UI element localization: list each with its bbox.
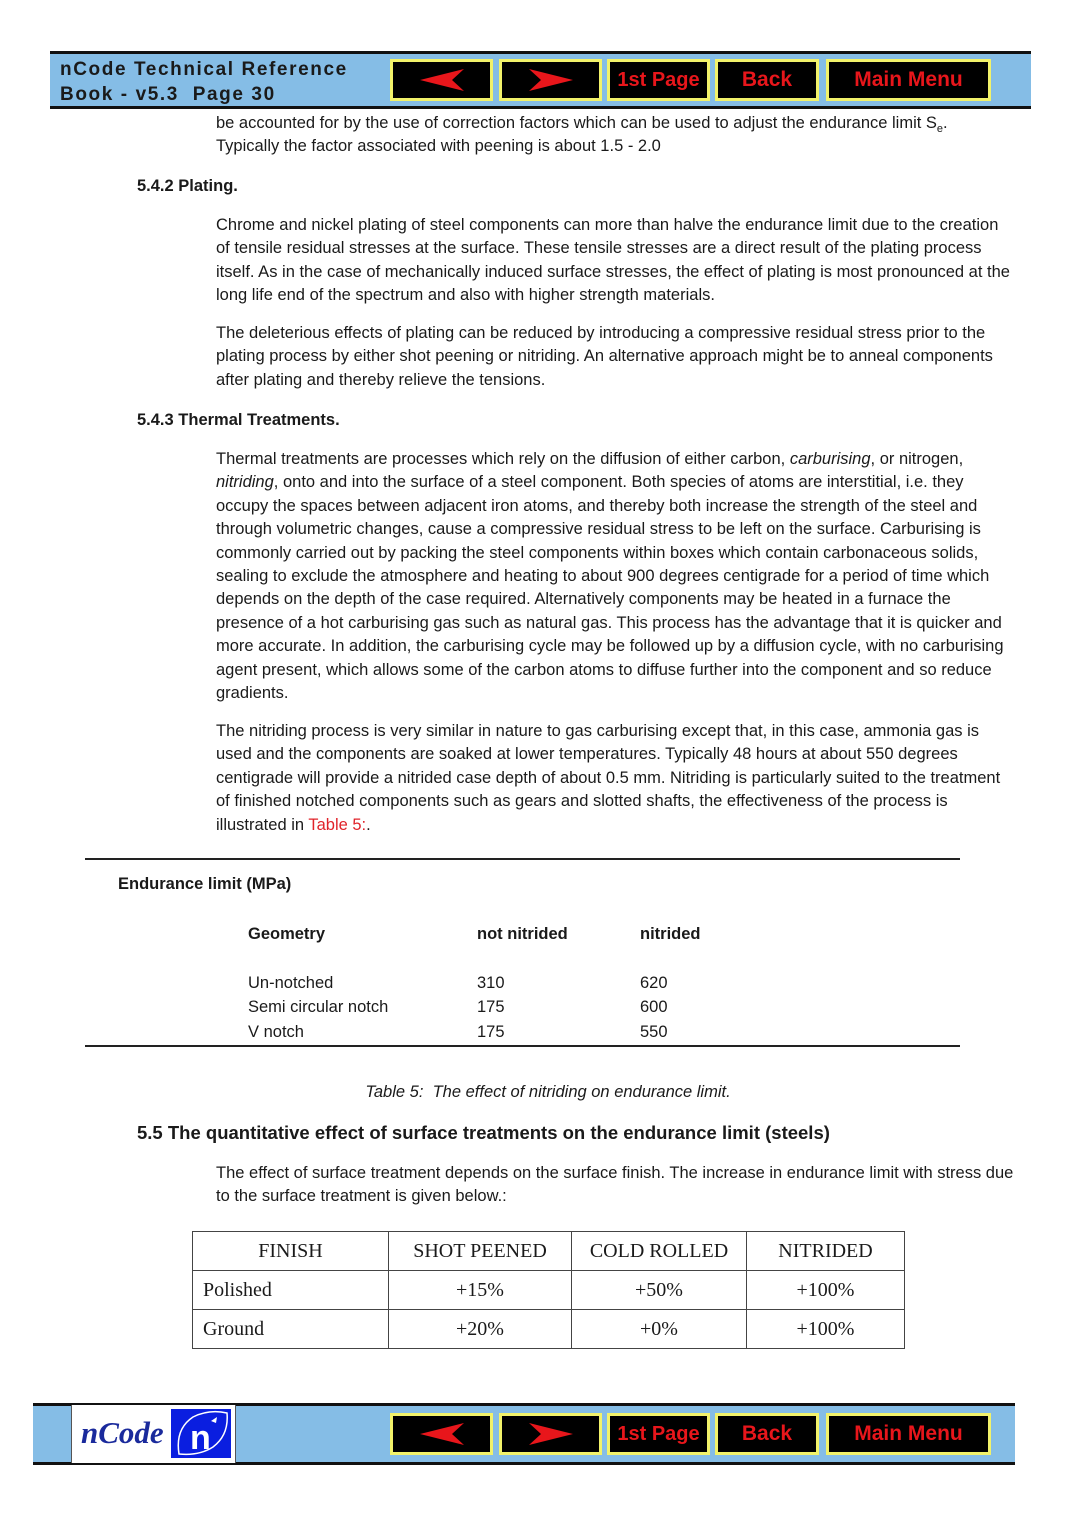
leaf-n-icon	[171, 1409, 231, 1458]
term-carburising: carburising	[789, 450, 871, 468]
footer-main-menu-button[interactable]: Main Menu	[826, 1413, 991, 1455]
table-cell: +20%	[389, 1310, 572, 1349]
svg-text:n: n	[190, 1419, 211, 1457]
thermal-paragraph-1	[216, 448, 1016, 705]
header-nav-bar	[50, 51, 1031, 109]
header-finish: FINISH	[193, 1232, 389, 1271]
plating-paragraph-2: The deleterious effects of plating can be reduced by introducing a compressive residual stress prior to the plating process by either shot peening or nitriding. An alternative approach might be to anneal components after plating and thereby relieve the tensions.	[216, 324, 993, 389]
nitriding-period: .	[366, 815, 371, 834]
table5-bottom-rule	[85, 1045, 960, 1047]
thermal-paragraph-2	[216, 720, 1016, 837]
footer-next-page-button[interactable]	[499, 1413, 602, 1455]
header-nitrided: NITRIDED	[747, 1232, 905, 1271]
table5-header-nitrided: nitrided	[640, 925, 701, 943]
table-cell: +50%	[572, 1271, 747, 1310]
header-cold-rolled: COLD ROLLED	[572, 1232, 747, 1271]
table-5-link[interactable]: Table 5:	[308, 815, 367, 834]
document-title	[60, 57, 348, 107]
table-header-row	[193, 1232, 905, 1271]
header-shot-peened: SHOT PEENED	[389, 1232, 572, 1271]
right-arrow-icon	[527, 1422, 575, 1446]
table5-top-rule	[85, 858, 960, 860]
surface-treatment-paragraph: The effect of surface treatment depends on the surface finish. The increase in endurance limit with stress due to the surface treatment is given below.:	[216, 1164, 1014, 1206]
table5-header-geometry: Geometry	[248, 925, 326, 943]
table5-cell: V notch	[248, 1022, 304, 1041]
table5-cell: 175	[477, 998, 505, 1017]
intro-paragraph	[216, 112, 1016, 159]
table5-cell: 310	[477, 973, 505, 992]
first-page-button[interactable]: 1st Page	[607, 59, 710, 101]
ncode-logo[interactable]	[71, 1405, 236, 1463]
nitriding-text: The nitriding process is very similar in nature to gas carburising except that, in this case, ammonia gas is used and the components are soaked at lower temperatures. Typically 48 hours at about 550 degrees centigrade will provide a nitrided case depth of about 0.5 mm. Nitriding is particularly suited to the treatment of finished notched components such as gears and slotted shafts, the effectiveness of the process is illustrated in	[216, 722, 1001, 834]
next-page-button[interactable]	[499, 59, 602, 101]
thermal-text-b: , or nitrogen,	[870, 450, 964, 468]
table5-cell: Semi circular notch	[248, 998, 389, 1017]
logo-wordmark: nCode	[81, 1415, 164, 1450]
footer-first-page-button[interactable]: 1st Page	[607, 1413, 710, 1455]
back-button[interactable]: Back	[715, 59, 819, 101]
row-label-polished: Polished	[193, 1271, 389, 1310]
subscript-e: e	[936, 123, 944, 135]
footer-previous-page-button[interactable]	[390, 1413, 493, 1455]
table5-cell: 175	[477, 1022, 505, 1041]
left-arrow-icon	[418, 68, 466, 92]
table-row	[193, 1310, 905, 1349]
previous-page-button[interactable]	[390, 59, 493, 101]
left-arrow-icon	[418, 1422, 466, 1446]
table5-cell: Un-notched	[248, 973, 334, 992]
table5-cell: 600	[640, 998, 668, 1017]
table-cell: +0%	[572, 1310, 747, 1349]
surface-treatment-table	[192, 1231, 905, 1349]
term-nitriding: nitriding	[216, 473, 274, 492]
main-menu-button[interactable]: Main Menu	[826, 59, 991, 101]
right-arrow-icon	[527, 68, 575, 92]
table-cell: +100%	[747, 1271, 905, 1310]
thermal-text-a: Thermal treatments are processes which rely on the diffusion of either carbon,	[216, 450, 790, 468]
thermal-text-c: , onto and into the surface of a steel component. Both species of atoms are interstitial, i.e. they occupy the spaces between adjacent iron atoms, and thereby both increase the strength of the steel and through volumetric changes, cause a compressive residual stress to be left on the surface. Carburising is commonly carried out by packing the steel components within boxes which contain carbonaceous solids, sealing to exclude the atmosphere and heating to about 900 degrees centigrade for a period of time which depends on the depth of the case required. Alternatively components may be heated in a furnace the presence of a hot carburising gas such as natural gas. This process has the advantage that it is quicker and more accurate. In addition, the carburising cycle may be followed up by a diffusion cycle, with no carburising agent present, which allows some of the carbon atoms to diffuse further into the component and so reduce gradients.	[216, 473, 1004, 703]
page-indicator: Book - v5.3 Page 30	[60, 84, 276, 105]
table5-cell: 620	[640, 973, 668, 992]
footer-nav-bar	[33, 1403, 1015, 1465]
document-title-line1: nCode Technical Reference	[60, 59, 348, 80]
table5-column-nitrided	[640, 922, 701, 1044]
section-heading-5-4-2: 5.4.2 Plating.	[137, 177, 238, 195]
section-heading-5-5: 5.5 The quantitative effect of surface treatments on the endurance limit (steels)	[137, 1122, 830, 1143]
plating-paragraph-1: Chrome and nickel plating of steel components can more than halve the endurance limit due to the creation of tensile residual stresses at the surface. These tensile stresses are a direct result of the plating process itself. As in the case of mechanically induced surface stresses, the effect of plating is most pronounced at the long life end of the spectrum and also with higher strength materials.	[216, 216, 1010, 305]
table-cell: +100%	[747, 1310, 905, 1349]
section-heading-5-4-3: 5.4.3 Thermal Treatments.	[137, 411, 340, 429]
row-label-ground: Ground	[193, 1310, 389, 1349]
table5-header-not-nitrided: not nitrided	[477, 925, 568, 943]
table5-title: Endurance limit (MPa)	[118, 875, 292, 893]
table5-column-not-nitrided	[477, 922, 568, 1044]
table-cell: +15%	[389, 1271, 572, 1310]
table-row	[193, 1271, 905, 1310]
intro-line2: Typically the factor associated with peening is about 1.5 - 2.0	[216, 137, 661, 156]
intro-text: be accounted for by the use of correction factors which can be used to adjust the endurance limit S	[216, 114, 937, 132]
table5-caption: Table 5: The effect of nitriding on endurance limit.	[365, 1083, 731, 1101]
intro-period: .	[943, 114, 948, 132]
table5-cell: 550	[640, 1022, 668, 1041]
table5-column-geometry	[248, 922, 388, 1044]
logo-n-icon	[171, 1409, 231, 1458]
footer-back-button[interactable]: Back	[715, 1413, 819, 1455]
